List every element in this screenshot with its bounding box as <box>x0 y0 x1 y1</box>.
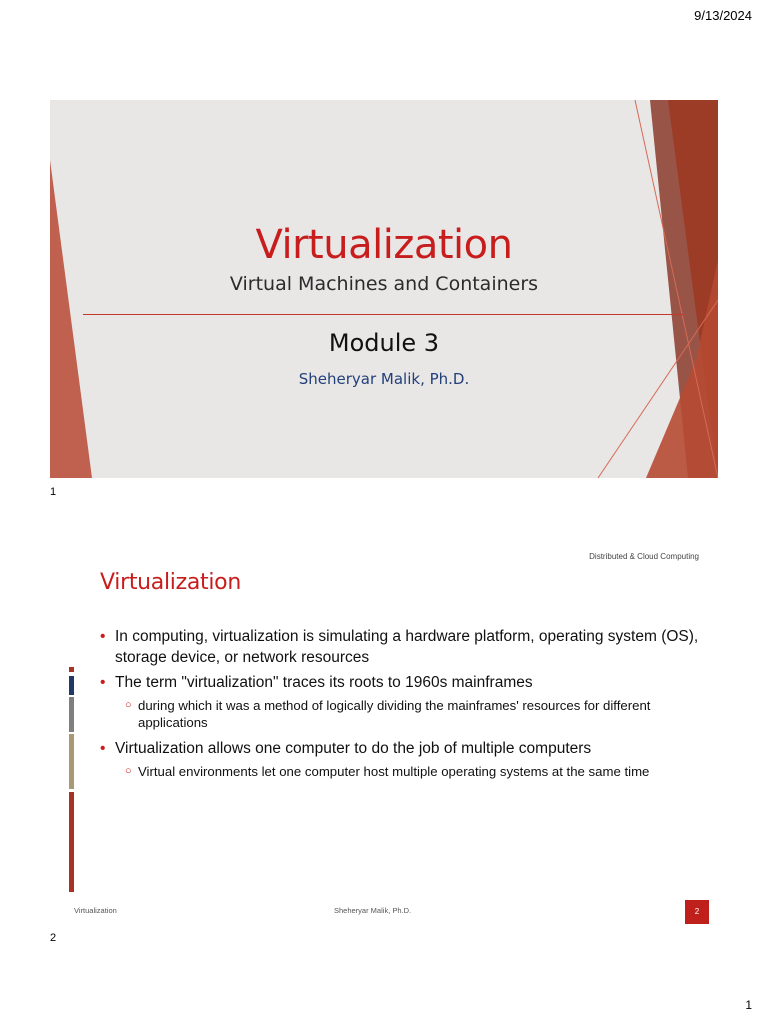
title-slide <box>50 100 718 478</box>
bullet-item <box>100 626 700 668</box>
sub-bullet-text: Virtual environments let one computer host multiple operating systems at the same time <box>138 764 650 779</box>
title-divider <box>83 314 683 315</box>
slide-number-1: 1 <box>50 486 57 498</box>
bullet-text: In computing, virtualization is simulating a hardware platform, operating system (OS), storage device, or network resources <box>115 628 699 666</box>
page-date: 9/13/2024 <box>694 8 752 23</box>
sub-bullet-circle-icon: ○ <box>125 699 132 711</box>
accent-bar-tan <box>69 734 74 789</box>
bullet-item <box>100 738 700 759</box>
accent-bar-navy <box>69 676 74 695</box>
slide-title: Virtualization <box>255 222 513 268</box>
bullet-dot-icon: • <box>100 674 106 691</box>
page-number: 1 <box>745 998 752 1012</box>
bullet-text: Virtualization allows one computer to do the job of multiple computers <box>115 740 592 757</box>
slide-number-2: 2 <box>50 932 57 944</box>
accent-bar-red <box>69 792 74 892</box>
sub-bullet-item <box>100 697 700 731</box>
slide-subtitle: Virtual Machines and Containers <box>229 273 539 295</box>
bullet-text: The term "virtualization" traces its roots to 1960s mainframes <box>115 674 533 691</box>
bullet-dot-icon: • <box>100 740 106 757</box>
content-slide <box>50 540 718 930</box>
footer-author: Sheheryar Malik, Ph.D. <box>334 906 412 915</box>
sub-bullet-text: during which it was a method of logically dividing the mainframes' resources for different applications <box>138 698 651 730</box>
slide-title: Virtualization <box>100 570 241 595</box>
accent-bar-red-top <box>69 667 74 672</box>
bullet-dot-icon: • <box>100 628 106 645</box>
bullet-item <box>100 672 700 693</box>
sub-bullet-item <box>100 763 700 780</box>
slide-number-badge: 2 <box>685 900 709 924</box>
course-header: Distributed & Cloud Computing <box>589 552 699 561</box>
sub-bullet-circle-icon: ○ <box>125 765 132 777</box>
footer-topic: Virtualization <box>74 906 117 915</box>
bullet-list <box>100 626 700 787</box>
accent-bar-gray <box>69 697 74 732</box>
module-label: Module 3 <box>328 329 440 357</box>
author-name: Sheheryar Malik, Ph.D. <box>298 370 470 388</box>
